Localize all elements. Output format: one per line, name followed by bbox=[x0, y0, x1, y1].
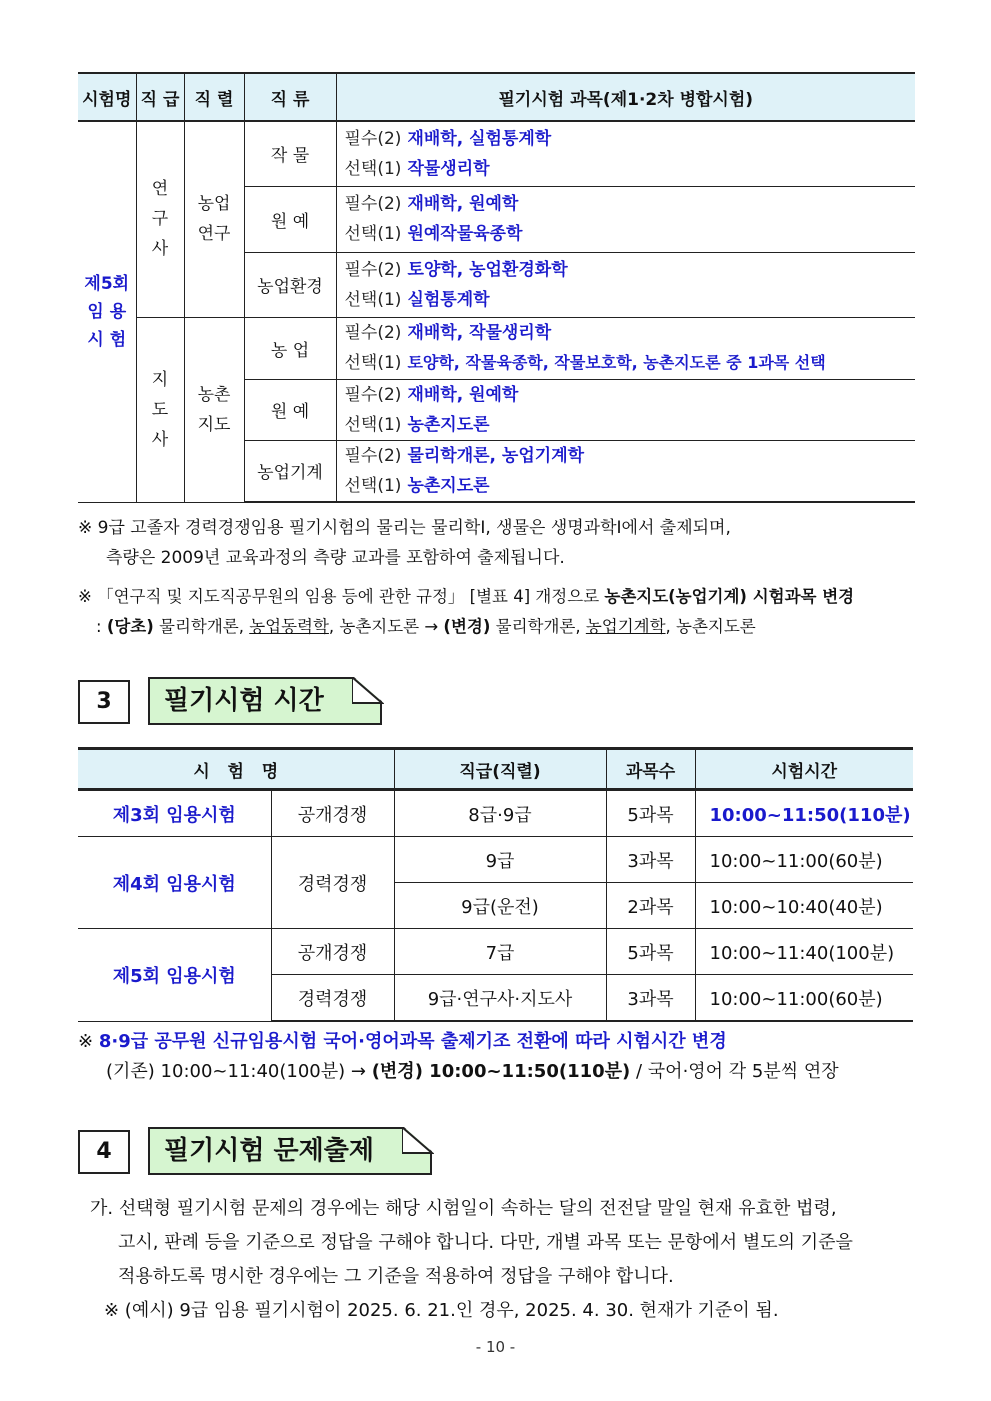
header-time: 시험시간 bbox=[695, 749, 913, 790]
subjects-table-header bbox=[78, 73, 915, 121]
header-category: 직 류 bbox=[244, 73, 336, 121]
series-cell-agri-research: 농업 연구 bbox=[184, 121, 244, 317]
header-exam-name: 시험명 bbox=[78, 73, 136, 121]
table-row: 9급(운전) 2과목 10:00~10:40(40분) bbox=[78, 883, 913, 929]
section3-title: 필기시험 시간 bbox=[148, 677, 382, 725]
section4-body: 가. 선택형 필기시험 문제의 경우에는 해당 시험일이 속하는 달의 전전달 말일 현재 유효한 법령, 고시, 판례 등을 기준으로 정답을 구해야 합니다. 다만, 개별 과목 또는 문항에서 별도의 기준을 적용하도록 명시한 경우에는 그 기준을 적용하여 정답을 구해야 합니다. ※ (예시) 9급 임용 필기시험이 2025. 6. 21.인 경우, 2025. 4. 30. 현재가 기준이 됨. bbox=[90, 1198, 853, 1321]
subjects-cell: 필수(2) 재배학, 원예학 선택(1) 원예작물육종학 bbox=[336, 186, 915, 252]
table-row bbox=[78, 121, 915, 186]
category-cell: 원 예 bbox=[244, 379, 336, 440]
note-physics: ※ 9급 고졸자 경력경쟁임용 필기시험의 물리는 물리학Ⅰ, 생물은 생명과학Ⅰ에서 출제되며, 측량은 2009년 교육과정의 측량 교과를 포함하여 출제됩니다. bbox=[78, 518, 731, 568]
table-row: 제3회 임용시험 공개경쟁 8급·9급 5과목 10:00~11:50(110분) bbox=[78, 790, 913, 837]
grade-cell-researcher: 연 구 사 bbox=[136, 121, 184, 317]
table-row: 경력경쟁 9급·연구사·지도사 3과목 10:00~11:00(60분) bbox=[78, 975, 913, 1022]
header-count: 과목수 bbox=[606, 749, 695, 790]
category-cell: 농업환경 bbox=[244, 252, 336, 317]
section4-number: 4 bbox=[78, 1130, 130, 1174]
subjects-table bbox=[78, 72, 915, 503]
section4-title: 필기시험 문제출제 bbox=[148, 1127, 432, 1175]
category-cell: 농 업 bbox=[244, 317, 336, 379]
category-cell: 원 예 bbox=[244, 186, 336, 252]
exam-time-header bbox=[78, 749, 913, 790]
category-cell: 농업기계 bbox=[244, 440, 336, 502]
note-subject-change: ※ 「연구직 및 지도직공무원의 임용 등에 관한 규정」 [별표 4] 개정으로 농촌지도(농업기계) 시험과목 변경 : (당초) 물리학개론, 농업동력학, 농촌지도론 → (변경) 물리학개론, 농업기계학, 농촌지도론 bbox=[78, 587, 855, 636]
subjects-cell: 필수(2) 재배학, 실험통계학 선택(1) 작물생리학 bbox=[336, 121, 915, 186]
table-row: 제5회 임용시험 공개경쟁 7급 5과목 10:00~11:40(100분) bbox=[78, 929, 913, 975]
header-exam-name: 시 험 명 bbox=[78, 749, 394, 790]
header-grade: 직 급 bbox=[136, 73, 184, 121]
section3-number: 3 bbox=[78, 680, 130, 724]
subjects-cell: 필수(2) 재배학, 원예학 선택(1) 농촌지도론 bbox=[336, 379, 915, 440]
header-subjects: 필기시험 과목(제1·2차 병합시험) bbox=[336, 73, 915, 121]
subjects-cell: 필수(2) 토양학, 농업환경화학 선택(1) 실험통계학 bbox=[336, 252, 915, 317]
exam-time-table bbox=[78, 747, 913, 1022]
table-row bbox=[78, 317, 915, 379]
fold-corner-icon bbox=[352, 677, 384, 705]
table-row: 제4회 임용시험 경력경쟁 9급 3과목 10:00~11:00(60분) bbox=[78, 837, 913, 883]
header-series: 직 렬 bbox=[184, 73, 244, 121]
header-grade: 직급(직렬) bbox=[394, 749, 606, 790]
page-number: - 10 - bbox=[475, 1338, 516, 1356]
series-cell-rural-guidance: 농촌 지도 bbox=[184, 317, 244, 502]
category-cell: 작 물 bbox=[244, 121, 336, 186]
note-time-change: ※ 8·9급 공무원 신규임용시험 국어·영어과목 출제기조 전환에 따라 시험시간 변경 (기존) 10:00~11:40(100분) → (변경) 10:00~11:50(110분) / 국어·영어 각 5분씩 연장 bbox=[78, 1031, 839, 1082]
exam-name-cell: 제5회 임 용 시 험 bbox=[78, 121, 136, 502]
subjects-cell: 필수(2) 물리학개론, 농업기계학 선택(1) 농촌지도론 bbox=[336, 440, 915, 502]
grade-cell-advisor: 지 도 사 bbox=[136, 317, 184, 502]
subjects-cell: 필수(2) 재배학, 작물생리학 선택(1) 토양학, 작물육종학, 작물보호학, 농촌지도론 중 1과목 선택 bbox=[336, 317, 915, 379]
fold-corner-icon bbox=[402, 1127, 434, 1155]
